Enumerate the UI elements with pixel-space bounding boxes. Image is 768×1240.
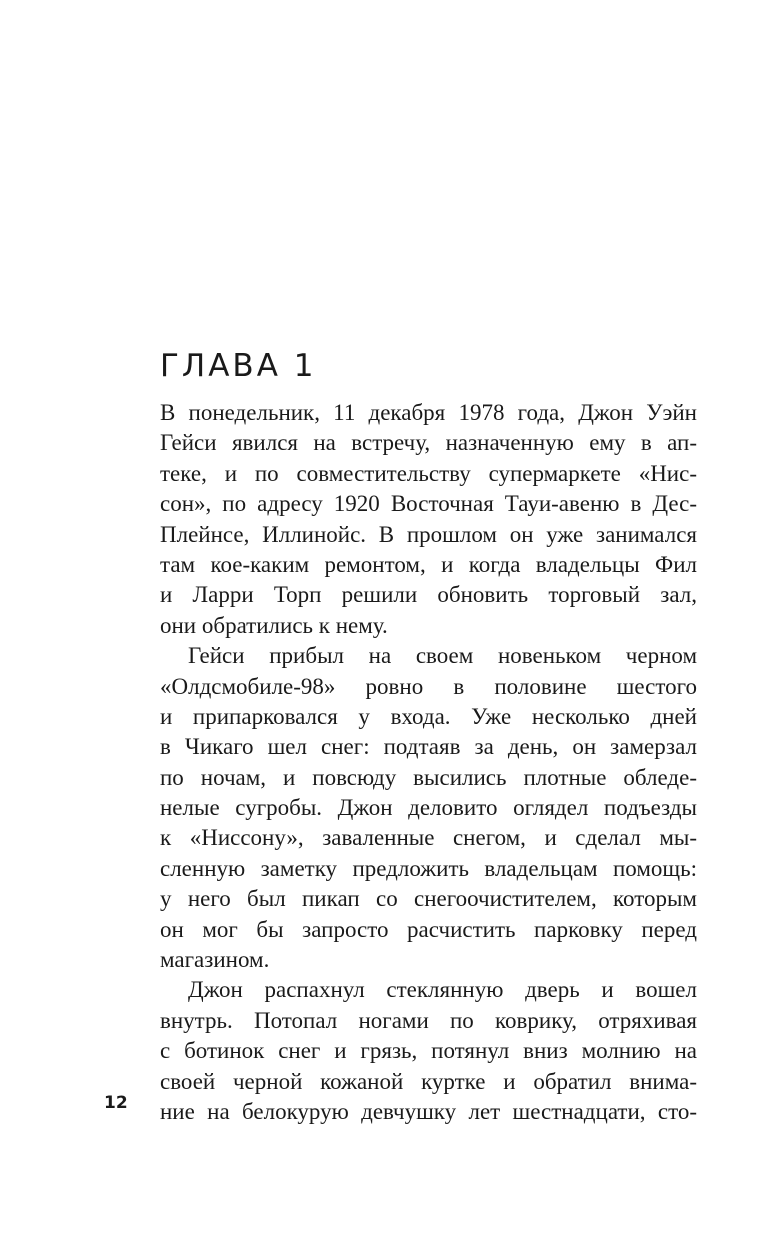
text-line: внутрь. Потопал ногами по коврику, отряхивая [160, 1007, 697, 1033]
chapter-title: ГЛАВА 1 [160, 348, 317, 384]
text-line: и Ларри Торп решили обновить торговый зал, [160, 582, 697, 608]
text-line: Плейнсе, Иллинойс. В прошлом он уже занимался [160, 521, 697, 547]
text-line: сленную заметку предложить владельцам помощь: [160, 855, 697, 881]
text-line: и припарковался у входа. Уже несколько дней [160, 703, 697, 729]
text-line: ние на белокурую девчушку лет шестнадцати, сто- [160, 1098, 697, 1124]
text-line: в Чикаго шел снег: подтаяв за день, он замерзал [160, 734, 697, 760]
text-line: по ночам, и повсюду высились плотные обледе- [160, 764, 697, 790]
text-line: своей черной кожаной куртке и обратил внима- [160, 1068, 697, 1094]
text-line: Джон распахнул стеклянную дверь и вошел [188, 977, 697, 1003]
text-line: Гейси прибыл на своем новеньком черном [188, 643, 697, 669]
text-line: он мог бы запросто расчистить парковку перед [160, 916, 697, 942]
body-text [160, 398, 697, 1127]
text-line: «Олдсмобиле-98» ровно в половине шестого [160, 673, 697, 699]
text-line: у него был пикап со снегоочистителем, которым [160, 886, 697, 912]
text-line: Гейси явился на встречу, назначенную ему в ап- [160, 430, 697, 456]
text-line: нелые сугробы. Джон деловито оглядел подъезды [160, 795, 697, 821]
text-line: В понедельник, 11 декабря 1978 года, Джон Уэйн [160, 400, 697, 425]
text-line: к «Ниссону», заваленные снегом, и сделал мы- [160, 825, 697, 851]
text-line: там кое-каким ремонтом, и когда владельцы Фил [160, 551, 697, 577]
text-line: магазином. [160, 947, 270, 973]
text-line: они обратились к нему. [160, 612, 388, 638]
page-number: 12 [104, 1093, 128, 1113]
text-line: с ботинок снег и грязь, потянул вниз молнию на [160, 1038, 697, 1064]
text-line: сон», по адресу 1920 Восточная Тауи-авеню в Дес- [160, 491, 697, 517]
text-line: теке, и по совместительству супермаркете «Нис- [160, 460, 697, 486]
